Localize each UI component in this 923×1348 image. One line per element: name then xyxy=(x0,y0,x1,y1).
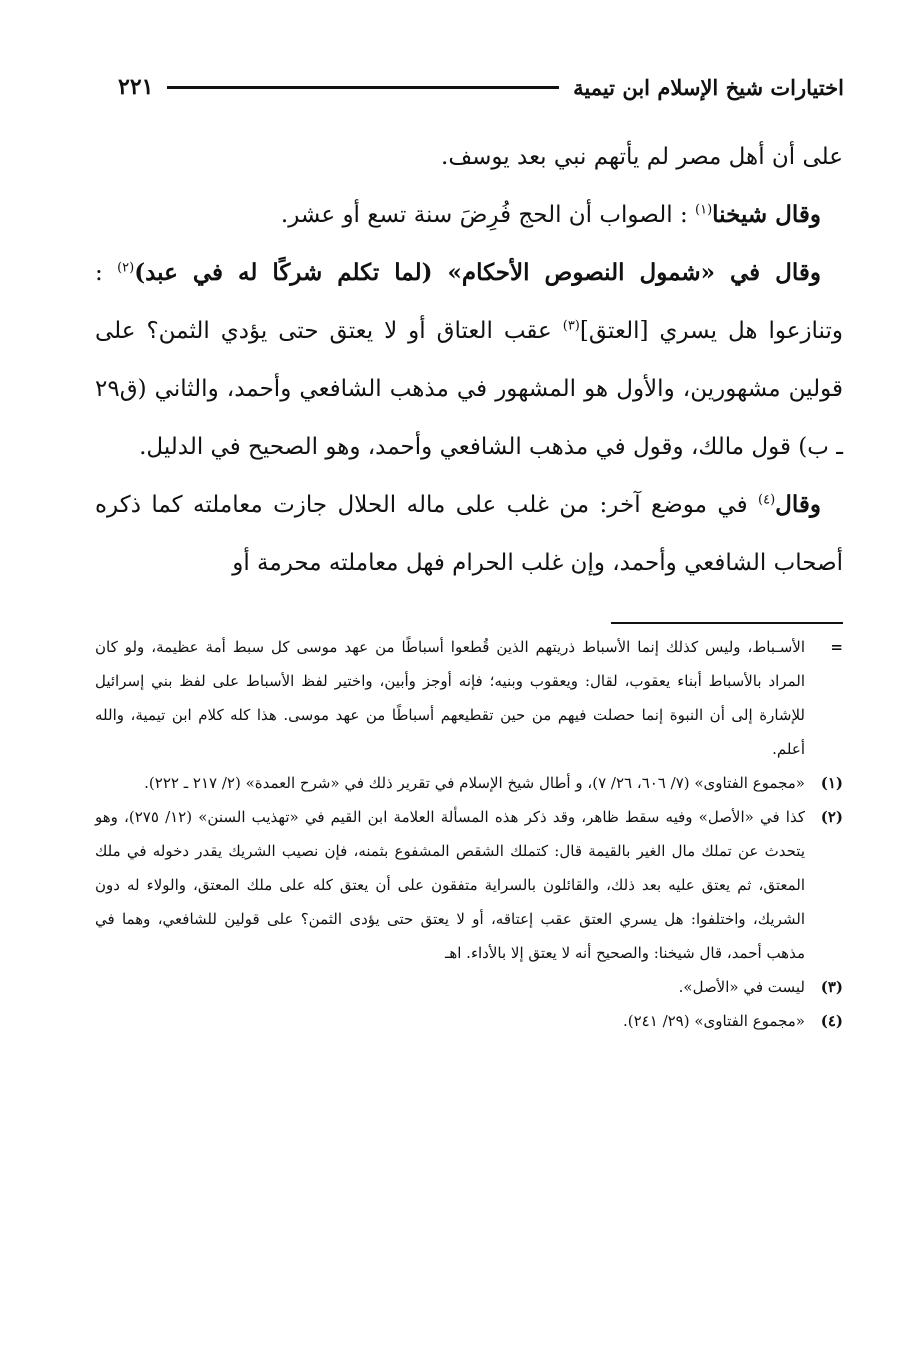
paragraph-4: وقال$^{(٤)}$ في موضع آخر: من غلب على ماله الحلال جازت معاملته كما ذكره أصحاب الشافعي وأحمد، وإن غلب الحرام فهل معاملته محرمة أو xyxy=(95,491,843,576)
footnote-text: كذا في «الأصل» وفيه سقط ظاهر، وقد ذكر هذه المسألة العلامة ابن القيم في «تهذيب السنن» (١٢/ ٢٧٥)، وهو يتحدث عن تملك مال الغير بالقيمة قال: كتملك الشقص المشفوع بثمنه، فإن نصيب الشريك يقدر دخوله في ملك المعتق، ثم يعتق عليه بعد ذلك، والقائلون بالسراية متفقون على أن يعتق كله على ملك المعتق، والولاء له دون الشريك، واختلفوا: هل يسري العتق عقب إعتاقه، أو لا يعتق حتى يؤدى الثمن؟ على قولين للشافعي، وهما في مذهب أحمد، قال شيخنا: والصحيح أنه لا يعتق إلا بالأداء. اهـ xyxy=(95,808,805,962)
footnote-mark: (٣) xyxy=(820,978,843,996)
footnote-continuation xyxy=(95,630,843,766)
paragraph-2: وقال شيخنا$^{(١)}$ : الصواب أن الحج فُرِضَ سنة تسع أو عشر. xyxy=(280,201,821,228)
main-text xyxy=(95,128,843,592)
page-number: ٢٢١ xyxy=(118,74,154,100)
footnote-ref-4: (٤) xyxy=(758,492,776,508)
footnote-text: «مجموع الفتاوى» (٧/ ٦٠٦، ٢٦/ ٧)، و أطال شيخ الإسلام في تقرير ذلك في «شرح العمدة» (٢/ ٢١٧ ـ ٢٢٢). xyxy=(144,774,805,792)
footnote-1 xyxy=(95,766,843,800)
header-rule xyxy=(167,86,559,89)
footnote-ref-1: (١) xyxy=(695,202,713,218)
paragraph-4-lead: وقال xyxy=(775,491,821,518)
footnote-separator xyxy=(611,622,843,624)
page-header xyxy=(118,62,844,112)
footnote-4 xyxy=(95,1004,843,1038)
footnote-ref-2: (٢) xyxy=(117,260,135,276)
footnote-2 xyxy=(95,800,843,970)
footnote-ref-3: (٣) xyxy=(562,318,580,334)
footnotes xyxy=(95,630,843,1038)
footnote-text: الأسـباط، وليس كذلك إنما الأسباط ذريتهم الذين قُطعوا أسباطًا من عهد موسى كل سبط أمة عظيمة، ولو كان المراد بالأسباط أبناء يعقوب، لقال: ويعقوب وبنيه؛ فإنه أوجز وأبين، واختير لفظ الأسباط على لفظ بني إسرائيل للإشارة إلى أن النبوة إنما حصلت فيهم من حين تقطيعهم أسباطًا من عهد موسى. هذا كله كلام ابن تيمية، والله أعلم. xyxy=(95,638,805,758)
paragraph-3: وقال في «شمول النصوص الأحكام» (لما تكلم شركًا له في عبد)$^{(٢)}$ : وتنازعوا هل يسري [العتق]$^{(٣)}$ عقب العتاق أو لا يعتق حتى يؤدي الثمن؟ على قولين مشهورين، والأول هو المشهور في مذهب الشافعي وأحمد، والثاني (ق٢٩ ـ ب) قول مالك، وقول في مذهب الشافعي وأحمد، وهو الصحيح في الدليل. xyxy=(95,259,844,460)
footnote-mark: (١) xyxy=(820,774,843,792)
paragraph-1: على أن أهل مصر لم يأتهم نبي بعد يوسف. xyxy=(441,144,843,170)
footnote-text: «مجموع الفتاوى» (٢٩/ ٢٤١). xyxy=(623,1012,805,1030)
footnote-mark: (٤) xyxy=(820,1012,843,1030)
paragraph-2-lead: وقال شيخنا xyxy=(712,201,821,228)
footnote-mark: (٢) xyxy=(820,808,843,826)
running-title: اختيارات شيخ الإسلام ابن تيمية xyxy=(573,74,844,100)
footnote-mark: = xyxy=(830,638,843,656)
footnote-text: ليست في «الأصل». xyxy=(678,978,805,996)
paragraph-3-lead: وقال في «شمول النصوص الأحكام» (لما تكلم شركًا له في عبد) xyxy=(134,259,821,286)
footnote-3 xyxy=(95,970,843,1004)
